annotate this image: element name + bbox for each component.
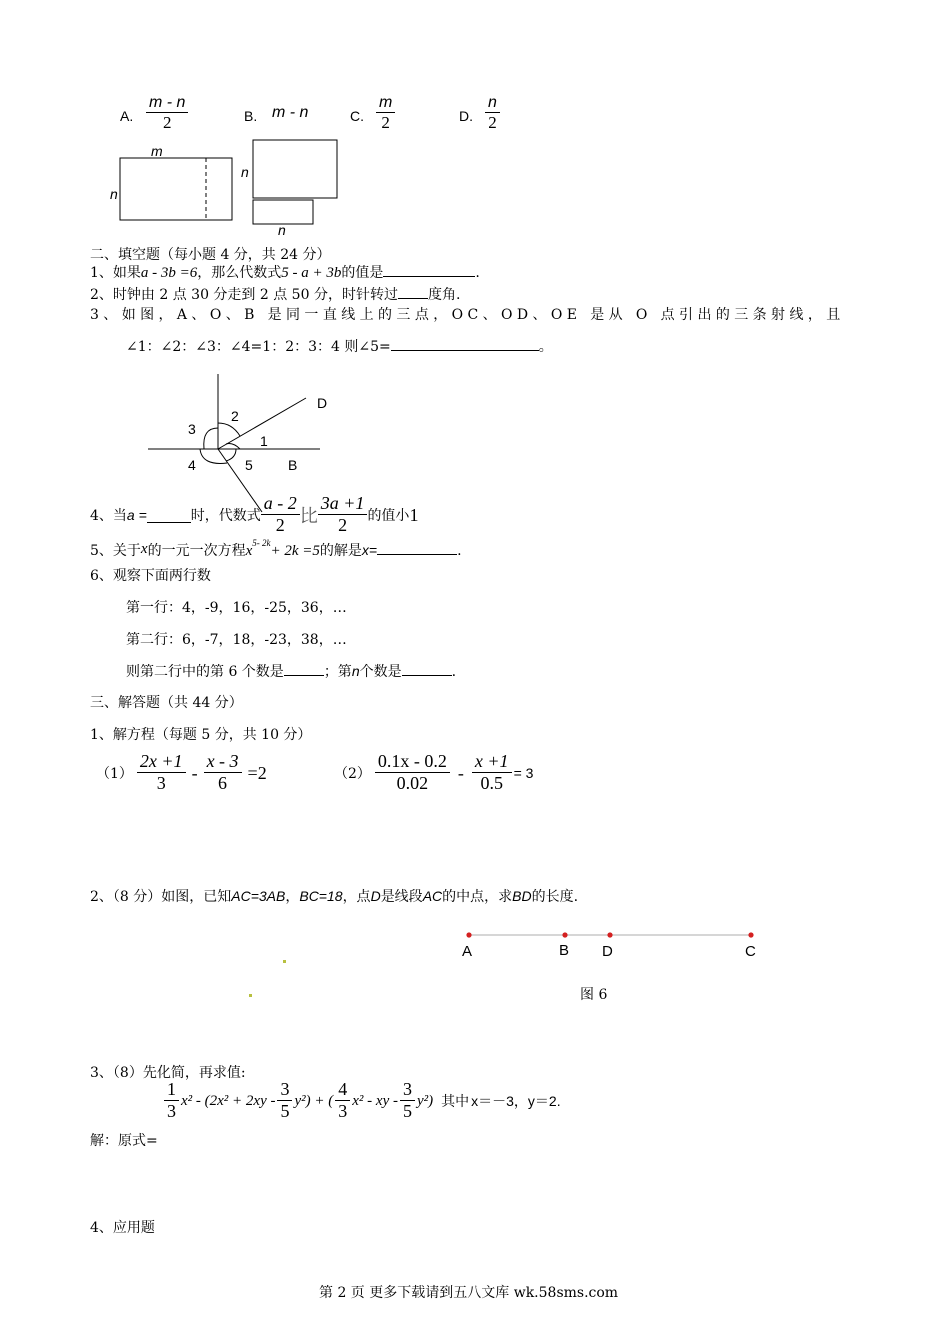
q3-term1: x² - (2x² + 2xy - — [181, 1092, 276, 1109]
q3-line1: 3、如图，A、O、B 是同一直线上的三点，OC、OD、OE 是从 O 点引出的三条射线，且 — [90, 307, 845, 323]
s3-q2-line — [90, 886, 578, 906]
s3-q2-a: 2、（8 分）如图，已知 — [90, 889, 232, 905]
s3-q2-h: AC — [422, 888, 443, 904]
q1-line — [90, 262, 480, 282]
s3-q4-title: 4、应用题 — [90, 1220, 155, 1236]
q3-frac3-num: 4 — [335, 1080, 350, 1101]
q1-expression2: 5 - a + 3b — [281, 265, 342, 281]
q3-frac3 — [335, 1080, 350, 1122]
q1-mid: ，那么代数式 — [197, 265, 282, 281]
q3-term2: y²) + ( — [294, 1092, 334, 1109]
q5-suffix: 的解是 — [319, 543, 362, 559]
q3-term4: y²) — [416, 1092, 434, 1109]
s3-q3-title: 3、（8）先化简，再求值: — [90, 1065, 246, 1081]
equation-2-frac1-num: 0.1x - 0.2 — [375, 752, 450, 773]
equation-1-label: （1） — [96, 766, 133, 783]
point-C — [748, 932, 753, 937]
q5-exponent: 5- 2k — [252, 538, 271, 549]
s3-q1-title: 1、解方程（每题 5 分，共 10 分） — [90, 727, 312, 743]
section3-title: 三、解答题（共 44 分） — [90, 695, 243, 711]
lower-right-rectangle — [253, 200, 313, 224]
label-n-bottom: n — [278, 222, 286, 238]
option-c-denominator: 2 — [381, 112, 390, 132]
option-d-numerator: n — [485, 94, 500, 113]
s3-q2-k: 的长度. — [531, 889, 579, 905]
q2-blank[interactable] — [398, 284, 428, 299]
equation-1-rhs: =2 — [247, 762, 267, 783]
q1-blank[interactable] — [383, 262, 475, 277]
q5-var: x= — [361, 542, 378, 558]
q6-ask-a: 则第二行中的第 6 个数是 — [126, 664, 284, 680]
angle-arc-1 — [226, 444, 240, 449]
point-D — [607, 932, 612, 937]
stray-dot-2 — [249, 994, 252, 997]
q3-frac4 — [400, 1080, 415, 1122]
equation-1-frac1-num: 2x +1 — [137, 752, 186, 773]
q4-mid: 时，代数式 — [190, 508, 261, 525]
q3-ratio: ∠1：∠2：∠3：∠4=1：2：3：4 则∠5= — [126, 339, 391, 355]
large-rectangle — [120, 158, 232, 220]
q6-n: n — [351, 663, 360, 679]
q3-frac2 — [277, 1080, 292, 1122]
point-label-C: C — [745, 943, 756, 960]
equation-2-frac1 — [375, 752, 450, 794]
q4-fraction1-den: 2 — [275, 514, 285, 535]
q4-fraction2-den: 2 — [338, 514, 348, 535]
q3-blank[interactable] — [391, 336, 539, 351]
option-b-value: m - n — [272, 104, 309, 121]
q3-frac1-den: 3 — [167, 1100, 176, 1121]
q6-ask-b: ；第 — [323, 664, 352, 680]
rectangle-figure — [100, 138, 360, 240]
q3-values: x＝－3，y＝2. — [471, 1093, 561, 1110]
point-A — [466, 932, 471, 937]
point-label-A: A — [462, 943, 473, 960]
equation-1-frac2-num: x - 3 — [204, 752, 242, 773]
upper-right-rectangle — [253, 140, 337, 198]
q6-ask-c: 个数是 — [359, 664, 402, 680]
q6-blank1[interactable] — [284, 661, 324, 676]
q6-ask — [126, 661, 456, 681]
q3-frac3-den: 3 — [338, 1100, 348, 1121]
q4-prefix: 4、当 — [90, 508, 127, 525]
equation-1-frac2 — [204, 752, 242, 794]
label-n-left: n — [110, 186, 118, 202]
equation-1-frac2-den: 6 — [218, 772, 228, 793]
equation-2-frac2 — [472, 752, 512, 794]
option-d-label: D. — [459, 108, 473, 124]
equation-1-minus: - — [191, 762, 198, 783]
equation-2-frac2-den: 0.5 — [480, 772, 503, 793]
option-d-fraction — [485, 94, 500, 133]
q5-line — [90, 540, 462, 560]
option-b-label: B. — [244, 108, 258, 124]
q3-frac2-num: 3 — [277, 1080, 292, 1101]
equation-2-frac2-num: x +1 — [472, 752, 512, 773]
angle-label-4: 4 — [188, 457, 196, 473]
point-label-B: B — [288, 457, 298, 473]
q5-end: . — [457, 543, 462, 559]
q4-bi: 比 — [299, 506, 318, 527]
q5-mid: 的一元一次方程 — [147, 543, 246, 559]
option-c-label: C. — [350, 108, 364, 124]
q4-line — [90, 494, 418, 536]
q2-line — [90, 284, 460, 304]
q3-end: 。 — [538, 339, 553, 355]
s3-q2-d: BC=18 — [299, 888, 343, 904]
equation-1 — [96, 752, 267, 794]
q5-prefix: 5、关于 — [90, 543, 141, 559]
segment-figure — [450, 924, 770, 966]
angle-label-5: 5 — [245, 457, 253, 473]
q6-title: 6、观察下面两行数 — [90, 568, 211, 584]
angle-label-2: 2 — [231, 408, 239, 424]
q6-row1: 第一行：4，-9，16，-25，36，… — [126, 600, 347, 616]
q5-blank[interactable] — [377, 540, 457, 555]
q4-fraction1 — [261, 494, 300, 536]
s3-q2-f: D — [370, 888, 381, 904]
q4-var: a = — [126, 507, 147, 524]
q3-frac4-den: 5 — [402, 1100, 412, 1121]
q6-row2: 第二行：6，-7，18，-23，38，… — [126, 632, 347, 648]
option-c-numerator: m — [376, 94, 395, 113]
angle-arc-3 — [204, 428, 218, 449]
s3-q2-g: 是线段 — [380, 889, 423, 905]
q3-frac1 — [164, 1080, 179, 1122]
q5-base: x — [245, 543, 253, 559]
q4-blank[interactable] — [147, 508, 191, 523]
section2-title: 二、填空题（每小题 4 分，共 24 分） — [90, 247, 331, 263]
equation-2-label: （2） — [334, 766, 371, 783]
angle-arc-2 — [218, 423, 240, 436]
label-m: m — [151, 143, 163, 159]
q6-end: . — [451, 664, 457, 680]
q4-fraction2 — [318, 494, 368, 536]
equation-2-minus: - — [457, 762, 464, 783]
s3-q2-j: BD — [512, 888, 532, 904]
equation-1-frac1-den: 3 — [156, 772, 166, 793]
equation-2 — [334, 752, 533, 794]
angle-arc-5 — [226, 449, 236, 461]
q6-blank2[interactable] — [402, 661, 452, 676]
q1-prefix: 1、如果 — [90, 265, 141, 281]
label-n-right: n — [241, 164, 249, 180]
q4-suffix: 的值小 — [367, 508, 410, 525]
angle-figure — [140, 366, 340, 514]
q4-fraction2-num: 3a +1 — [318, 494, 368, 515]
point-label-D: D — [602, 943, 613, 960]
q3-frac2-den: 5 — [280, 1100, 290, 1121]
equation-2-rhs: = 3 — [513, 765, 534, 782]
angle-label-1: 1 — [260, 433, 268, 449]
option-c-fraction — [376, 94, 395, 133]
s3-q2-c: ， — [285, 889, 300, 905]
point-label-D: D — [317, 395, 328, 411]
option-a-numerator: m - n — [146, 94, 188, 113]
q2-prefix: 2、时钟由 2 点 30 分走到 2 点 50 分，时针转过 — [90, 287, 398, 303]
option-a-denominator: 2 — [162, 112, 172, 132]
s3-q2-i: 的中点，求 — [442, 889, 513, 905]
q2-suffix: 度角. — [427, 287, 461, 303]
equation-2-frac1-den: 0.02 — [396, 772, 429, 793]
s3-q2-e: ，点 — [342, 889, 371, 905]
equation-1-frac1 — [137, 752, 186, 794]
q3-frac4-num: 3 — [400, 1080, 415, 1101]
q4-fraction1-num: a - 2 — [261, 494, 300, 515]
point-B — [562, 932, 567, 937]
s3-q3-expression — [164, 1080, 561, 1122]
option-d-denominator: 2 — [488, 112, 497, 132]
q3-frac1-num: 1 — [164, 1080, 179, 1101]
s3-q3-solution: 解：原式= — [90, 1133, 158, 1149]
angle-label-3: 3 — [188, 421, 196, 437]
q1-end: . — [475, 265, 480, 281]
s3-q2-b: AC=3AB — [231, 888, 286, 904]
q3-where: 其中 — [441, 1094, 470, 1111]
q5-x: x — [140, 541, 148, 557]
option-a-fraction — [146, 94, 188, 133]
q1-suffix: 的值是 — [341, 265, 384, 281]
q1-expression: a - 3b =6 — [140, 265, 198, 281]
q5-rest: + 2k =5 — [270, 543, 320, 559]
q3-line2 — [126, 336, 553, 356]
q4-one: 1 — [409, 504, 419, 525]
stray-dot-1 — [283, 960, 286, 963]
option-a-label: A. — [120, 108, 134, 124]
page-footer: 第 2 页 更多下载请到五八文库 wk.58sms.com — [319, 1285, 619, 1301]
figure-6-caption: 图 6 — [580, 987, 608, 1003]
q3-term3: x² - xy - — [352, 1092, 398, 1109]
point-label-B: B — [559, 942, 570, 959]
